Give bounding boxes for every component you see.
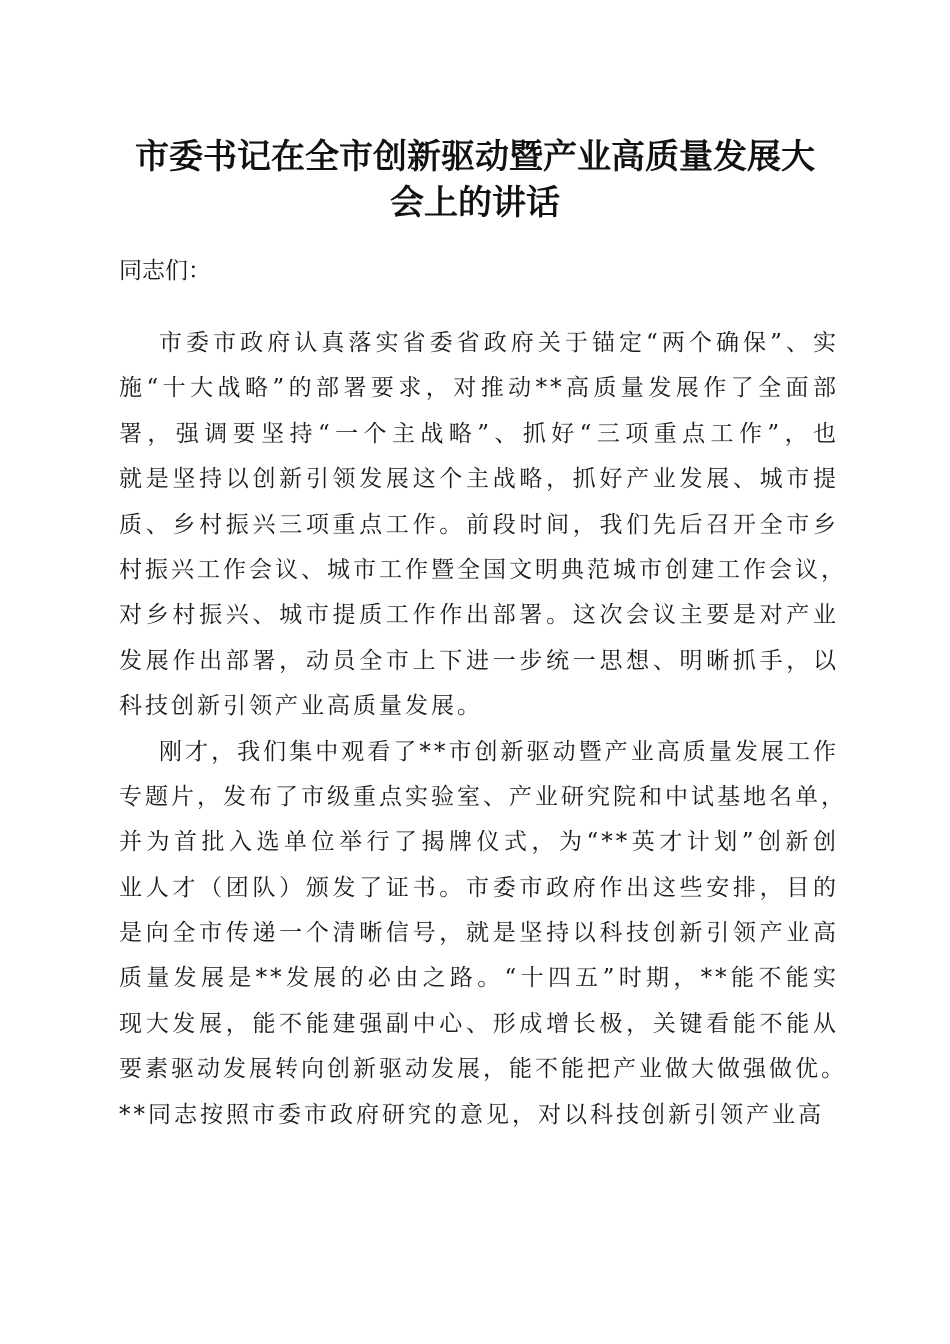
text-line: 专题片，发布了市级重点实验室、产业研究院和中试基地名单， bbox=[119, 783, 847, 810]
text-line: 是向全市传递一个清晰信号，就是坚持以科技创新引领产业高 bbox=[119, 920, 839, 947]
text-line: 发展作出部署，动员全市上下进一步统一思想、明晰抓手，以 bbox=[119, 647, 839, 674]
text-line: **同志按照市委市政府研究的意见，对以科技创新引领产业高 bbox=[119, 1101, 824, 1128]
text-line: 并为首批入选单位举行了揭牌仪式，为“**英才计划”创新创 bbox=[119, 829, 839, 856]
title-line-2: 会上的讲话 bbox=[390, 183, 560, 223]
paragraph-2 bbox=[119, 733, 847, 1142]
text-line: 质、乡村振兴三项重点工作。前段时间，我们先后召开全市乡 bbox=[119, 511, 839, 538]
paragraph-1 bbox=[119, 324, 847, 733]
text-line: 业人才（团队）颁发了证书。市委市政府作出这些安排，目的 bbox=[119, 874, 839, 901]
text-line: 村振兴工作会议、城市工作暨全国文明典范城市创建工作会议， bbox=[119, 556, 847, 583]
text-line: 现大发展，能不能建强副中心、形成增长极，关键看能不能从 bbox=[119, 1010, 839, 1037]
title-line-1: 市委书记在全市创新驱动暨产业高质量发展大 bbox=[135, 137, 815, 177]
salutation: 同志们： bbox=[119, 258, 211, 284]
text-line: 质量发展是**发展的必由之路。“十四五”时期，**能不能实 bbox=[119, 965, 839, 992]
text-line: 就是坚持以创新引领发展这个主战略，抓好产业发展、城市提 bbox=[119, 466, 839, 493]
text-line: 科技创新引领产业高质量发展。 bbox=[119, 693, 483, 720]
text-line: 要素驱动发展转向创新驱动发展，能不能把产业做大做强做优。 bbox=[119, 1056, 847, 1083]
text-line: 施“十大战略”的部署要求，对推动**高质量发展作了全面部 bbox=[119, 375, 839, 402]
text-line: 对乡村振兴、城市提质工作作出部署。这次会议主要是对产业 bbox=[119, 602, 839, 629]
document-body bbox=[119, 324, 847, 1141]
text-line: 署，强调要坚持“一个主战略”、抓好“三项重点工作”，也 bbox=[119, 420, 839, 447]
text-line: 刚才，我们集中观看了**市创新驱动暨产业高质量发展工作 bbox=[159, 738, 839, 765]
document-title bbox=[100, 134, 850, 226]
text-line: 市委市政府认真落实省委省政府关于锚定“两个确保”、实 bbox=[159, 330, 839, 356]
